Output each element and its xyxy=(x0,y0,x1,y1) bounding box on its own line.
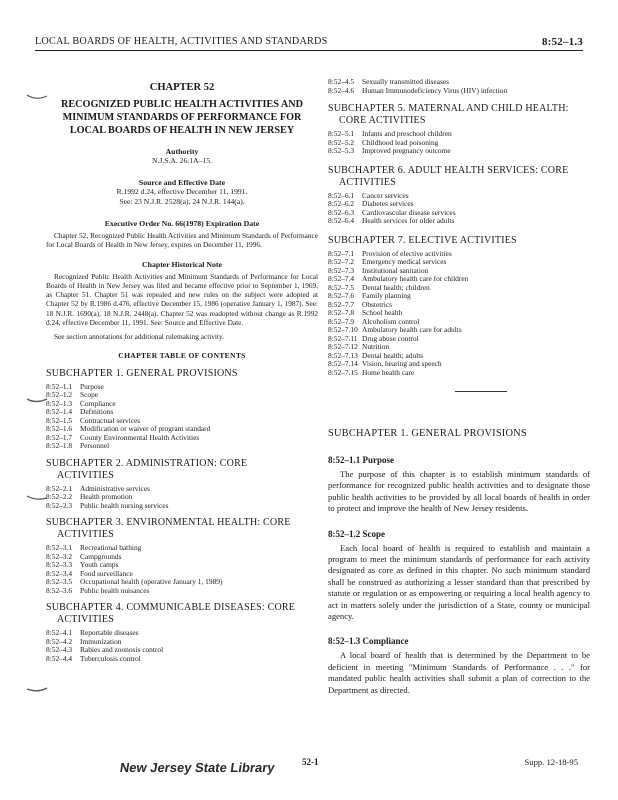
toc-entry-label: Occupational health (operative January 1, 1989) xyxy=(80,577,223,587)
toc-entry-number: 8:52–3.4 xyxy=(46,568,73,578)
right-column xyxy=(328,78,590,696)
toc-entry-label: Cancer services xyxy=(362,190,409,200)
authority-text: N.J.S.A. 26:1A–15. xyxy=(152,156,212,165)
toc-entry xyxy=(328,147,590,156)
toc-entry-number: 8:52–1.4 xyxy=(46,407,73,417)
toc-list-continued xyxy=(328,78,590,95)
toc-entry-label: Provision of elective activities xyxy=(362,248,452,258)
toc-entry-label: Recreational bathing xyxy=(80,543,142,553)
toc-entry xyxy=(46,502,318,511)
toc-entry-label: Cardiovascular disease services xyxy=(362,207,456,217)
historical-note-text: Recognized Public Health Activities and Minimum Standards of Performance for Local Boards of Health in New Jersey was filed and became effective prior to September 1, 1969, as Chapter 51. Chapter 51 was repealed and new rules on the subject were adopted at Chapter 52 by R.1986 d.476, effective December 15, 1986 (operative January 1, 1987). See: 18 N.J.R. 1690(a), 18 N.J.R. 2448(a). Chapter 52 was readopted without change as R.1992 d.24, effective December 11, 1991. See: Source and Effective Date. xyxy=(46,271,318,328)
toc-entry-label: Health services for older adults xyxy=(362,216,455,225)
toc-entry-label: Vision, hearing and speech xyxy=(362,359,442,368)
toc-entry-number: 8:52–2.1 xyxy=(46,483,73,493)
source-line-1: R.1992 d.24, effective December 11, 1991. xyxy=(116,187,248,196)
authority-heading: Authority xyxy=(165,147,199,156)
section-purpose-heading: 8:52–1.1 Purpose xyxy=(328,455,394,465)
toc-entry-number: 8:52–7.10 xyxy=(328,325,358,334)
header-title: LOCAL BOARDS OF HEALTH, ACTIVITIES AND STANDARDS xyxy=(35,36,328,47)
toc-entry xyxy=(46,655,318,664)
toc-entry-label: Institutional sanitation xyxy=(362,265,429,275)
toc-subchapter-1 xyxy=(46,368,318,451)
toc-subchapter-7 xyxy=(328,235,590,378)
toc-entry-label: Diabetes services xyxy=(362,199,414,208)
toc-entry-number: 8:52–1.6 xyxy=(46,424,73,434)
toc-entry-number: 8:52–6.4 xyxy=(328,216,355,225)
executive-order-heading: Executive Order No. 66(1978) Expiration Date xyxy=(104,219,260,228)
toc-entry-number: 8:52–1.7 xyxy=(46,432,73,442)
toc-list xyxy=(46,629,318,663)
toc-subchapter-title: SUBCHAPTER 2. ADMINISTRATION: CORE ACTIVITIES xyxy=(46,457,248,481)
toc-entry-label: Infants and preschool children xyxy=(362,129,452,138)
toc-entry-number: 8:52–3.2 xyxy=(46,551,73,561)
source-heading: Source and Effective Date xyxy=(138,178,226,187)
toc-entry-number: 8:52–4.5 xyxy=(328,77,355,86)
toc-entry-number: 8:52–2.3 xyxy=(46,500,73,510)
toc-entry-label: Improved pregnancy outcome xyxy=(362,146,451,155)
toc-entry-label: Obstetrics xyxy=(362,299,392,309)
toc-entry-number: 8:52–7.2 xyxy=(328,257,355,266)
toc-entry-number: 8:52–1.2 xyxy=(46,390,73,400)
toc-entry-label: Drug abuse control xyxy=(362,333,419,343)
toc-entry-label: Reportable diseases xyxy=(80,628,139,638)
historical-note-heading: Chapter Historical Note xyxy=(142,259,222,269)
toc-entry-label: County Environmental Health Activities xyxy=(80,432,200,442)
toc-entry-label: Campgrounds xyxy=(80,551,122,561)
toc-subchapter-title: SUBCHAPTER 6. ADULT HEALTH SERVICES: CORE ACTIVITIES xyxy=(328,164,569,188)
section-scope-text: Each local board of health is required to establish and maintain a program to meet the minimum standards of performance for each activity designated as core as defined in this chapter. No such minimum standard shall be construed as authorizing a lesser standard than that prescribed by statute or regulation or as empowering or requiring a local health agency to act in matters solely under the jurisdiction of a State, county or municipal agency. xyxy=(328,542,590,622)
header-rule xyxy=(35,50,583,51)
toc-entry-number: 8:52–4.3 xyxy=(46,645,73,655)
section-compliance-heading: 8:52–1.3 Compliance xyxy=(328,636,409,647)
toc-entry-label: Home health care xyxy=(362,367,415,377)
toc-entry-label: Modification or waiver of program standard xyxy=(80,424,211,434)
chapter-number: CHAPTER 52 xyxy=(149,82,215,93)
section-scope-heading: 8:52–1.2 Scope xyxy=(328,528,385,539)
toc-entry-number: 8:52–7.4 xyxy=(328,274,355,283)
toc-entry-label: Youth camps xyxy=(80,560,119,570)
toc-entry-number: 8:52–1.5 xyxy=(46,415,73,425)
toc-list xyxy=(46,383,318,451)
toc-list xyxy=(46,485,318,511)
toc-entry-label: Health promotion xyxy=(80,492,133,502)
margin-tick-mark xyxy=(26,494,48,502)
toc-entry-number: 8:52–3.1 xyxy=(46,543,73,553)
toc-entry-number: 8:52–6.3 xyxy=(328,207,355,217)
toc-list xyxy=(328,192,590,226)
toc-entry-number: 8:52–3.5 xyxy=(46,577,73,587)
toc-entry-number: 8:52–5.2 xyxy=(328,137,355,147)
toc-subchapter-title: SUBCHAPTER 1. GENERAL PROVISIONS xyxy=(46,367,238,379)
toc-subchapter-4 xyxy=(46,602,318,663)
toc-subchapter-5 xyxy=(328,103,590,156)
toc-heading: CHAPTER TABLE OF CONTENTS xyxy=(118,350,246,360)
toc-entry xyxy=(46,587,318,596)
margin-tick-mark xyxy=(26,686,48,694)
toc-subchapter-title: SUBCHAPTER 5. MATERNAL AND CHILD HEALTH: CORE ACTIVITIES xyxy=(328,103,569,126)
toc-entry-label: Contractual services xyxy=(80,415,141,425)
toc-entry-label: Alcoholism control xyxy=(362,316,420,326)
toc-entry-label: Dental health; adults xyxy=(362,350,424,360)
toc-entry-number: 8:52–7.13 xyxy=(328,350,358,360)
toc-entry xyxy=(46,442,318,451)
toc-subchapter-3 xyxy=(46,517,318,595)
toc-entry-label: Tuberculosis control xyxy=(80,653,141,663)
toc-entry-number: 8:52–6.2 xyxy=(328,199,355,208)
margin-tick-mark xyxy=(26,93,48,101)
toc-subchapter-title: SUBCHAPTER 3. ENVIRONMENTAL HEALTH: CORE ACTIVITIES xyxy=(46,517,291,541)
toc-entry-number: 8:52–5.3 xyxy=(328,146,355,155)
toc-entry-number: 8:52–5.1 xyxy=(328,129,355,138)
toc-entry-number: 8:52–7.8 xyxy=(328,308,355,317)
toc-entry-number: 8:52–6.1 xyxy=(328,190,355,200)
toc-entry-label: Immunization xyxy=(80,636,122,646)
library-stamp: New Jersey State Library xyxy=(118,760,276,775)
toc-entry xyxy=(328,217,590,226)
toc-entry-number: 8:52–1.1 xyxy=(46,381,73,391)
toc-list xyxy=(328,250,590,378)
toc-entry-label: Compliance xyxy=(80,398,116,408)
toc-entry-label: Sexually transmitted diseases xyxy=(362,77,450,86)
toc-entry-label: Food surveillance xyxy=(80,568,133,578)
toc-entry-number: 8:52–7.3 xyxy=(328,265,355,275)
toc-entry xyxy=(328,369,590,378)
section-purpose-text: The purpose of this chapter is to establish minimum standards of performance for recognized public health activities and to designate those public health activities to be provided by all local boards of health in order to protect and improve the health of New Jersey residents. xyxy=(328,469,590,514)
toc-entry-label: Nutrition xyxy=(362,342,390,351)
toc-entry-number: 8:52–1.8 xyxy=(46,441,73,451)
toc-entry-number: 8:52–7.14 xyxy=(328,359,358,368)
toc-entry-number: 8:52–1.3 xyxy=(46,398,73,408)
page-number: 52-1 xyxy=(302,757,319,767)
toc-list xyxy=(46,544,318,595)
toc-entry-label: Emergency medical services xyxy=(362,257,447,266)
toc-entry-number: 8:52–4.1 xyxy=(46,628,73,638)
toc-subchapter-title: SUBCHAPTER 7. ELECTIVE ACTIVITIES xyxy=(328,234,517,246)
left-column xyxy=(46,78,318,663)
section-divider xyxy=(455,391,507,392)
header-section-number: 8:52–1.3 xyxy=(541,36,583,48)
toc-entry-number: 8:52–4.2 xyxy=(46,636,73,646)
toc-entry-number: 8:52–7.9 xyxy=(328,316,355,326)
toc-entry-label: Personnel xyxy=(80,441,110,451)
toc-entry-number: 8:52–3.6 xyxy=(46,585,73,595)
toc-entry-number: 8:52–7.11 xyxy=(328,333,358,343)
toc-entry-number: 8:52–4.6 xyxy=(328,85,355,95)
toc-entry-number: 8:52–4.4 xyxy=(46,653,73,663)
toc-entry-label: Administrative services xyxy=(80,483,150,493)
toc-entry-label: Dental health; children xyxy=(362,282,430,292)
toc-list xyxy=(328,130,590,156)
toc-entry-number: 8:52–7.7 xyxy=(328,299,355,309)
toc-entry-label: Childhood lead poisoning xyxy=(362,137,439,147)
body-subchapter-title: SUBCHAPTER 1. GENERAL PROVISIONS xyxy=(328,428,527,439)
toc-entry-label: Human Immunodeficiency Virus (HIV) infection xyxy=(362,85,508,95)
toc-entry xyxy=(328,87,590,96)
section-compliance-text: A local board of health that is determined by the Department to be deficient in meeting "Minimum Standards of Performance . . ." for mandated public health activities shall submit a plan of correction to the Department as directed. xyxy=(328,650,590,695)
toc-entry-label: School health xyxy=(362,308,403,317)
toc-entry-label: Family planning xyxy=(362,291,411,300)
toc-entry-number: 8:52–7.6 xyxy=(328,291,355,300)
toc-entry-label: Ambulatory health care for children xyxy=(362,274,469,283)
toc-subchapter-title: SUBCHAPTER 4. COMMUNICABLE DISEASES: CORE ACTIVITIES xyxy=(46,602,296,626)
annotations-note: See section annotations for additional rulemaking activity. xyxy=(54,332,224,342)
toc-entry-label: Scope xyxy=(80,390,99,400)
toc-subchapter-6 xyxy=(328,165,590,226)
chapter-title: RECOGNIZED PUBLIC HEALTH ACTIVITIES AND MINIMUM STANDARDS OF PERFORMANCE FOR LOCAL BOARDS OF HEALTH IN NEW JERSEY xyxy=(61,99,303,136)
toc-entry-label: Definitions xyxy=(80,407,114,417)
toc-entry-number: 8:52–3.3 xyxy=(46,560,73,570)
source-line-2: See: 23 N.J.R. 2528(a), 24 N.J.R. 144(a). xyxy=(119,197,245,206)
toc-entry-label: Public health nursing services xyxy=(80,500,169,510)
executive-order-text: Chapter 52, Recognized Public Health Activities and Minimum Standards of Performance for Local Boards of Health in New Jersey, expires on December 11, 1996. xyxy=(46,231,318,250)
supplement-date: Supp. 12-18-95 xyxy=(524,757,578,767)
toc-entry-number: 8:52–7.12 xyxy=(328,342,358,351)
toc-entry-number: 8:52–7.1 xyxy=(328,248,355,258)
toc-entry-label: Purpose xyxy=(80,381,104,391)
margin-tick-mark xyxy=(26,396,48,404)
toc-entry-label: Ambulatory health care for adults xyxy=(362,325,462,334)
toc-entry-number: 8:52–7.5 xyxy=(328,282,355,292)
toc-entry-number: 8:52–2.2 xyxy=(46,492,73,502)
toc-entry-label: Public health nuisances xyxy=(80,585,150,595)
toc-subchapter-2 xyxy=(46,458,318,511)
toc-entry-number: 8:52–7.15 xyxy=(328,367,358,377)
toc-entry-label: Rabies and zoonosis control xyxy=(80,645,164,655)
